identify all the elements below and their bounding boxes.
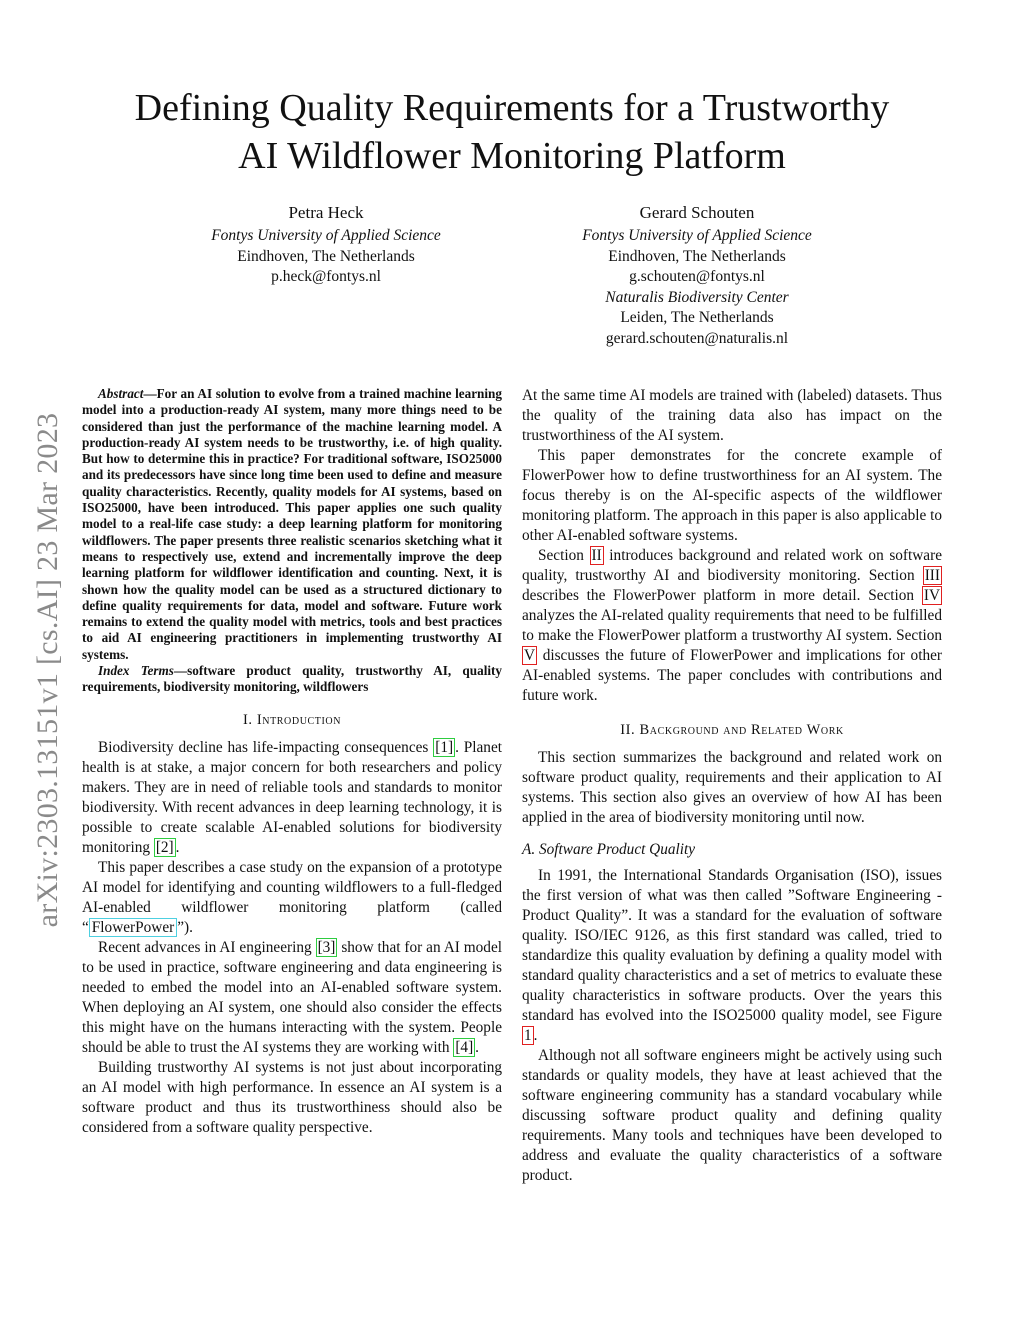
section-link[interactable]: II (591, 547, 602, 564)
title-line-2: AI Wildflower Monitoring Platform (238, 135, 786, 177)
text: introduces background and related work on software quality, trustworthy AI and biodiversity monitoring. Section (522, 547, 942, 584)
author-2 (547, 202, 847, 349)
author-email: g.schouten@fontys.nl (629, 268, 765, 285)
text: Section (538, 547, 590, 564)
right-column (522, 386, 942, 1186)
paragraph: At the same time AI models are trained with (labeled) datasets. Thus the quality of the training data also has impact on the trustworthiness of the AI system. (522, 387, 942, 444)
paragraph: This section summarizes the background and related work on software product quality, requirements and their application to AI systems. This section also gives an overview of how AI has been applied in the area of biodiversity monitoring until now. (522, 749, 942, 826)
paragraph (522, 866, 942, 1046)
author-1 (176, 202, 476, 288)
section-link[interactable]: V (524, 647, 536, 664)
section-link[interactable]: IV (923, 587, 940, 604)
paragraph (82, 738, 502, 858)
flowerpower-link[interactable]: FlowerPower (89, 918, 177, 937)
index-terms-text: —software product quality, trustworthy AI, quality requirements, biodiversity monitoring, wildflowers (82, 663, 503, 695)
author-affiliation: Fontys University of Applied Science (211, 227, 441, 244)
citation-link[interactable]: [3] (317, 938, 336, 956)
text: . (533, 1027, 538, 1044)
abstract-text: —For an AI solution to evolve from a trained machine learning model into a production-ready AI system, many more things need to be considered than just the performance of the machine learning model. A production-ready AI system needs to be trustworthy, i.e. of high quality. But how to determine this in practice? For traditional software, ISO25000 and its predecessors have since long time been used to define and measure quality characteristics. Recently, quality models for AI systems, based on ISO25000, have been introduced. This paper applies one such quality model to a real-life case study: a deep learning platform for monitoring wildflowers. The paper presents three realistic scenarios sketching what it means to respectively use, extend and incrementally improve the deep learning platform for wildflower identification and counting. Next, it is shown how the quality model can be used as a structured dictionary to define quality requirements for data, model and software. Future work remains to extend the quality model with metrics, tools and best practices to aid AI engineering practitioners in implementing trustworthy AI systems. (82, 386, 502, 662)
author-location-2: Leiden, The Netherlands (620, 309, 774, 326)
paragraph: Although not all software engineers might be actively using such standards or quality models, they have at least achieved that the software engineering community has a standard vocabulary while discussing software product quality and defining quality requirements. Many tools and techniques have been developed to address and evaluate the quality characteristics of a software product. (522, 1047, 942, 1184)
author-email: p.heck@fontys.nl (271, 268, 381, 285)
paragraph (82, 938, 502, 1058)
arxiv-sidebar (28, 370, 68, 970)
citation-link[interactable]: [2] (155, 838, 174, 856)
text: This paper describes a case study on the expansion of a prototype AI model for identifying and counting wildflowers to a full-fledged AI-enabled wildflower monitoring platform (called “ (82, 858, 502, 936)
citation-link[interactable]: [4] (455, 1038, 474, 1056)
paragraph: Building trustworthy AI systems is not just about incorporating an AI model with high performance. In essence an AI system is a software product and thus its trustworthiness should also be considered from a software quality perspective. (82, 1058, 502, 1136)
section-heading: II. Background and Related Work (620, 722, 844, 738)
text: . (475, 1038, 479, 1056)
text: In 1991, the International Standards Organisation (ISO), issues the first version of what was then called ”Software Engineering - Product Quality”. It was a standard for the evaluation of software quality. ISO/IEC 9126, as this first standard was called, tried to standardize this quality evaluation by defining a quality model with standard quality characteristics and a set of metrics to evaluate these quality characteristics in software products. Over the years this standard has evolved into the ISO25000 quality model, see Figure (522, 867, 942, 1024)
text: Recent advances in AI engineering (98, 938, 316, 956)
author-name: Petra Heck (288, 203, 364, 222)
text: describes the FlowerPower platform in more detail. Section (522, 587, 922, 604)
paragraph (82, 858, 502, 938)
index-terms-label: Index Terms (98, 663, 174, 679)
text: ”). (177, 918, 193, 936)
left-column (82, 386, 502, 1138)
figure-link[interactable]: 1 (524, 1027, 532, 1044)
author-email-2: gerard.schouten@naturalis.nl (605, 329, 789, 347)
text: Biodiversity decline has life-impacting consequences (98, 738, 434, 756)
section-link[interactable]: III (924, 567, 940, 584)
paragraph (522, 546, 942, 706)
abstract (82, 386, 502, 663)
abstract-label: Abstract (98, 386, 144, 401)
title-line-1: Defining Quality Requirements for a Trustworthy (134, 87, 890, 129)
subsection-heading: A. Software Product Quality (522, 841, 696, 858)
author-location: Eindhoven, The Netherlands (237, 247, 415, 265)
author-location: Eindhoven, The Netherlands (608, 247, 786, 265)
author-affiliation: Fontys University of Applied Science (582, 227, 812, 244)
text: . (175, 838, 180, 856)
paper-title (0, 84, 1024, 180)
section-heading: I. Introduction (242, 711, 342, 728)
paragraph: This paper demonstrates for the concrete example of FlowerPower how to define trustworthiness for an AI system. The focus thereby is on the AI-specific aspects of the wildflower monitoring platform. The approach in this paper is also applicable to other AI-enabled software systems. (522, 447, 942, 544)
text: analyzes the AI-related quality requirements that need to be fulfilled to make the FlowerPower platform a trustworthy AI system. Section (522, 607, 942, 644)
arxiv-id: arXiv:2303.13151v1 [cs.AI] 23 Mar 2023 (31, 412, 64, 928)
author-name: Gerard Schouten (639, 203, 755, 222)
text: . Planet health is at stake, a major concern for both researchers and policy makers. They are in need of reliable tools and standards to monitor biodiversity. With recent advances in deep learning technology, it is possible to create scalable AI-enabled solutions for biodiversity monitoring (82, 738, 502, 856)
text: show that for an AI model to be used in practice, software engineering and data engineering is needed to embed the model into an AI-enabled software system. When deploying an AI system, one should also consider the effects this might have on the humans interacting with the system. People should be able to trust the AI systems they are working with (82, 938, 502, 1056)
author-affiliation-2: Naturalis Biodiversity Center (605, 288, 789, 306)
text: discusses the future of FlowerPower and implications for other AI-enabled systems. The paper concludes with contributions and future work. (522, 647, 942, 704)
index-terms (82, 663, 502, 696)
citation-link[interactable]: [1] (435, 738, 454, 756)
